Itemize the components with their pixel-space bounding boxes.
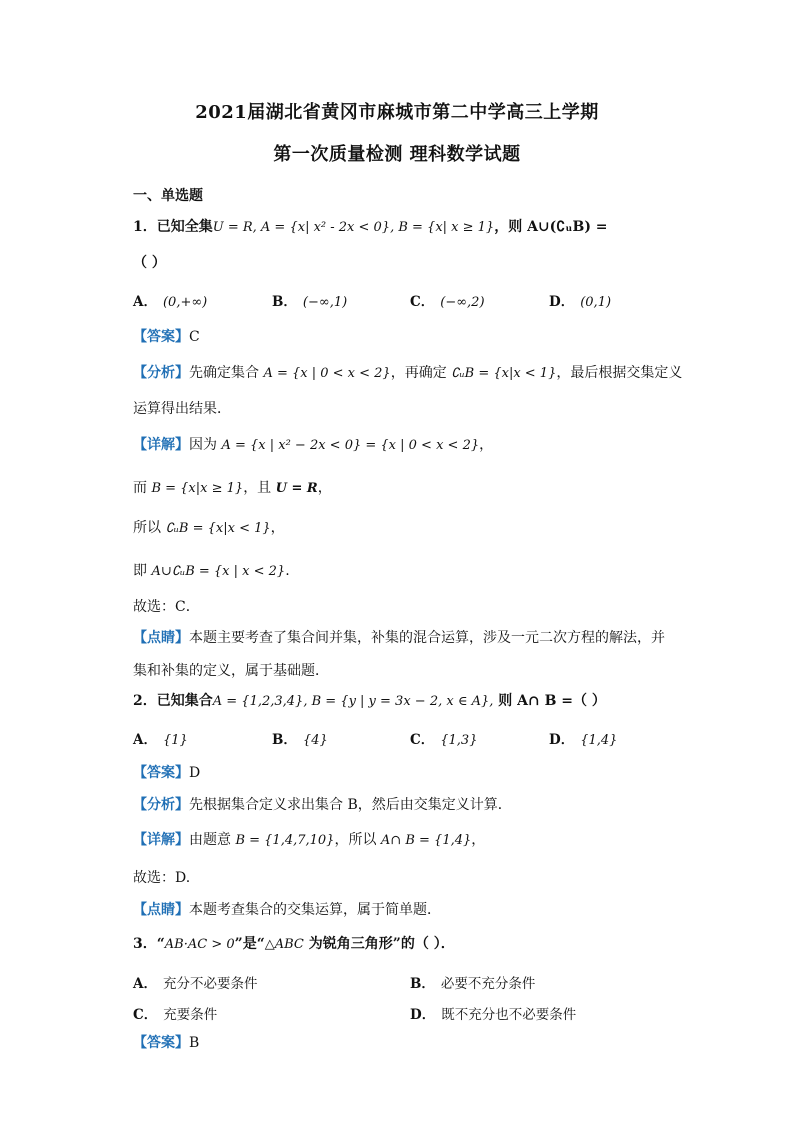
q3-option-d: D． 既不充分也不必要条件 bbox=[410, 1007, 577, 1023]
question-3-stem: 3．“AB·AC > 0”是“△ABC 为锐角三角形”的（ ）． bbox=[133, 936, 455, 952]
question-1-stem bbox=[133, 218, 608, 237]
q2-option-d: D． {1,4} bbox=[549, 732, 618, 748]
q2-analysis: 【分析】先根据集合定义求出集合 B，然后由交集定义计算． bbox=[133, 797, 512, 813]
q1-answer: 【答案】C bbox=[133, 329, 200, 345]
q1-detail-4: 即 A∪∁ᵤB = {x | x < 2}. bbox=[133, 563, 290, 579]
q2-detail: 【详解】由题意 B = {1,4,7,10}，所以 A∩ B = {1,4}， bbox=[133, 832, 486, 848]
q2-choose: 故选：D. bbox=[133, 870, 191, 886]
q2-comment: 【点睛】本题考查集合的交集运算，属于简单题． bbox=[133, 902, 441, 918]
q1-option-c: C． (−∞,2) bbox=[410, 294, 485, 310]
question-1-paren: （ ） bbox=[133, 255, 166, 271]
question-2-stem: 2．已知集合A = {1,2,3,4}, B = {y | y = 3x − 2, x ∈ A}, 则 A∩ B =（ ） bbox=[133, 693, 606, 709]
q1-option-d: D． (0,1) bbox=[549, 294, 612, 310]
question-1-tail: ，则 A∪(∁ᵤB) = bbox=[494, 219, 608, 235]
document-title-line2: 第一次质量检测 理科数学试题 bbox=[273, 144, 521, 165]
q1-analysis: 【分析】先确定集合 A = {x | 0 < x < 2}，再确定 ∁ᵤB = {x|x < 1}，最后根据交集定义 bbox=[133, 365, 683, 381]
q1-detail-3: 所以 ∁ᵤB = {x|x < 1}， bbox=[133, 520, 285, 536]
q1-option-a: A． (0,+∞) bbox=[133, 294, 208, 310]
q1-analysis-cont: 运算得出结果． bbox=[133, 401, 231, 417]
document-title-line1: 2021届湖北省黄冈市麻城市第二中学高三上学期 bbox=[195, 102, 599, 123]
q2-answer: 【答案】D bbox=[133, 765, 201, 781]
q2-option-c: C． {1,3} bbox=[410, 732, 478, 748]
question-1-number: 1．已知全集 bbox=[133, 219, 213, 235]
q1-choose: 故选：C． bbox=[133, 599, 200, 615]
section-heading: 一、单选题 bbox=[133, 188, 203, 204]
q3-option-a: A． 充分不必要条件 bbox=[133, 976, 258, 992]
q1-detail-1: 【详解】因为 A = {x | x² − 2x < 0} = {x | 0 < x < 2}， bbox=[133, 437, 494, 453]
question-1-math: U = R, A = {x| x² - 2x < 0}, B = {x| x ≥ 1} bbox=[212, 220, 495, 235]
q1-detail-2: 而 B = {x|x ≥ 1}，且 U = R， bbox=[133, 480, 332, 496]
q1-option-b: B． (−∞,1) bbox=[272, 294, 348, 310]
q2-option-a: A． {1} bbox=[133, 732, 188, 748]
q3-option-b: B． 必要不充分条件 bbox=[410, 976, 536, 992]
q1-comment-cont: 集和补集的定义，属于基础题． bbox=[133, 663, 329, 679]
q3-option-c: C． 充要条件 bbox=[133, 1007, 218, 1023]
q3-answer: 【答案】B bbox=[133, 1035, 200, 1051]
q2-option-b: B． {4} bbox=[272, 732, 328, 748]
q1-comment: 【点睛】本题主要考查了集合间并集，补集的混合运算，涉及一元二次方程的解法，并 bbox=[133, 630, 665, 646]
